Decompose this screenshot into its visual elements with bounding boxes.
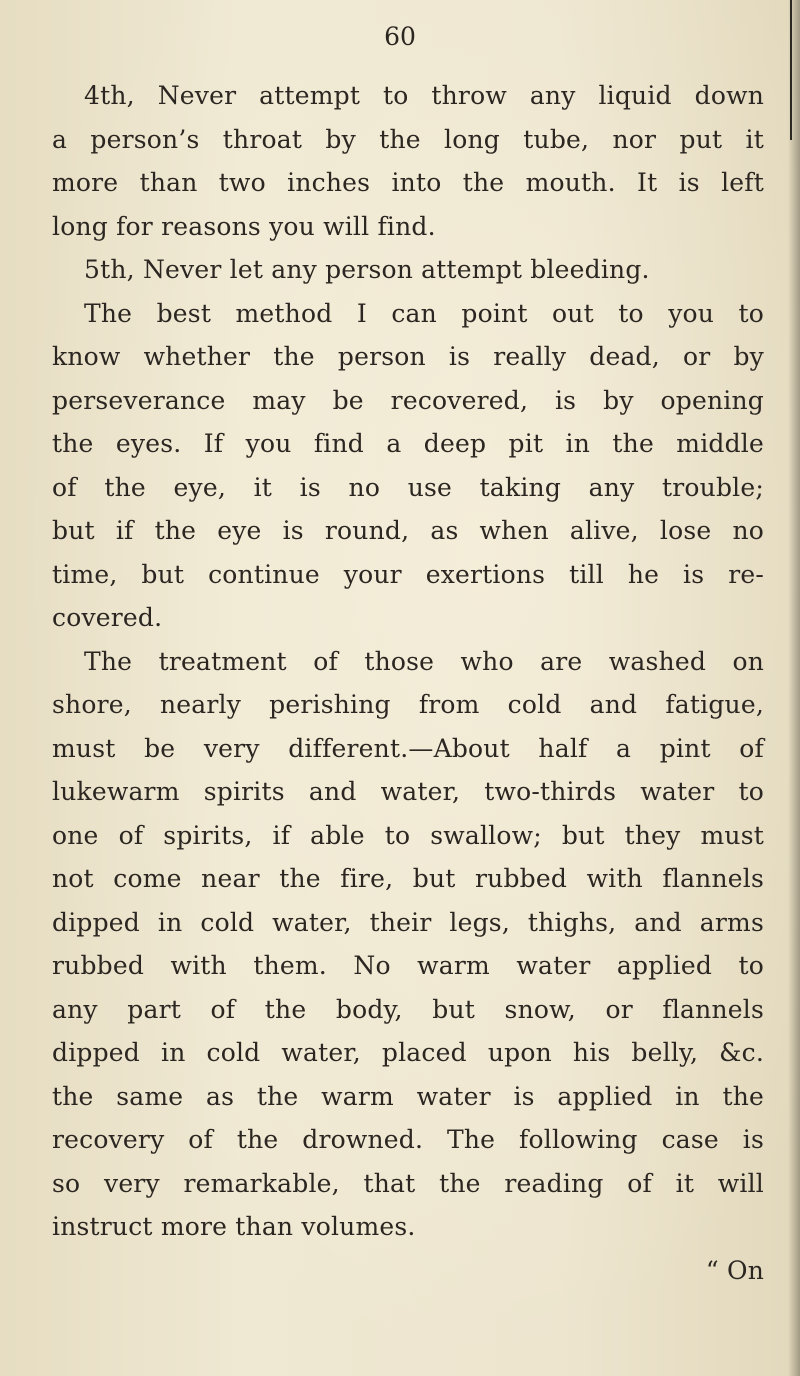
text-line-14: The treatment of those who are washed on [84, 646, 764, 676]
text-line-19: not come near the fire, but rubbed with flannels [52, 864, 764, 893]
body-text [52, 74, 764, 1292]
text-line-4: long for reasons you will find. [52, 211, 436, 241]
text-line-12: time, but continue your exertions till he is re- [52, 559, 764, 589]
text-line-13: covered. [52, 603, 163, 632]
page-number: 60 [384, 22, 416, 51]
text-line-16: must be very different.—About half a pint of [52, 733, 764, 763]
page-edge-shadow [788, 0, 800, 1376]
text-line-20: dipped in cold water, their legs, thighs, and arms [52, 907, 764, 937]
text-line-17: lukewarm spirits and water, two-thirds water to [52, 777, 764, 806]
text-line-7: know whether the person is really dead, or by [52, 342, 764, 371]
text-line-22: any part of the body, but snow, or flannels [52, 994, 764, 1024]
text-line-15: shore, nearly perishing from cold and fatigue, [52, 690, 764, 719]
text-line-2: a person’s throat by the long tube, nor put it [52, 124, 764, 154]
text-line-18: one of spirits, if able to swallow; but they must [52, 820, 764, 850]
text-line-8: perseverance may be recovered, is by opening [52, 385, 764, 415]
text-line-25: recovery of the drowned. The following case is [52, 1125, 764, 1154]
text-line-6: The best method I can point out to you to [84, 298, 764, 328]
text-line-3: more than two inches into the mouth. It is left [52, 168, 764, 197]
page-edge-line [790, 0, 792, 140]
catchword: “ On [705, 1255, 764, 1285]
text-line-1: 4th, Never attempt to throw any liquid down [84, 81, 764, 110]
text-line-24: the same as the warm water is applied in the [52, 1081, 764, 1111]
text-line-11: but if the eye is round, as when alive, lose no [52, 516, 764, 545]
text-line-23: dipped in cold water, placed upon his belly, &c. [52, 1038, 764, 1067]
text-line-10: of the eye, it is no use taking any trouble; [52, 472, 764, 502]
text-line-21: rubbed with them. No warm water applied to [52, 951, 764, 980]
text-line-26: so very remarkable, that the reading of it will [52, 1168, 764, 1198]
text-line-27: instruct more than volumes. [52, 1212, 416, 1241]
text-line-5: 5th, Never let any person attempt bleeding. [84, 255, 650, 284]
text-line-9: the eyes. If you find a deep pit in the middle [52, 429, 764, 458]
